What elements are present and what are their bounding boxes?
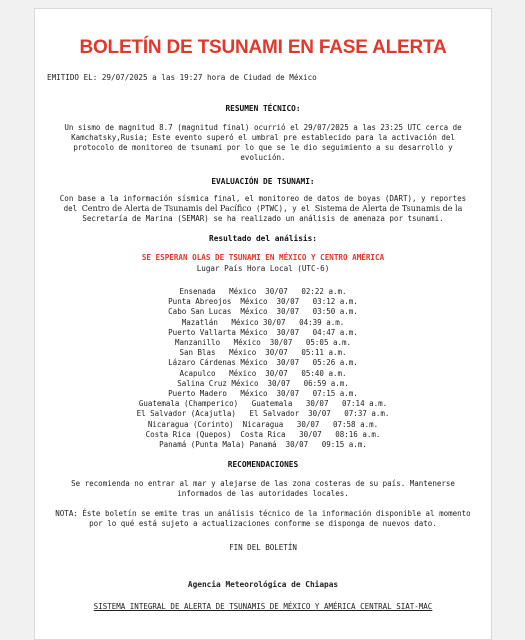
table-row: Guatemala (Champerico) Guatemala 30/07 07:14 a.m.: [138, 399, 388, 409]
bulletin-title: BOLETÍN DE TSUNAMI EN FASE ALERTA: [79, 37, 447, 58]
summary-text: [47, 123, 479, 163]
summary-line: evolución.: [240, 153, 286, 162]
table-row: San Blas México 30/07 05:11 a.m.: [179, 348, 347, 358]
table-row: Manzanillo México 30/07 05:05 a.m.: [174, 338, 352, 348]
recommendations-text: [47, 479, 479, 499]
result-heading: Resultado del análisis:: [209, 234, 317, 243]
note-line: por lo qué está sujeto a actualizaciones conforme se disponga de nuevos dato.: [89, 519, 437, 529]
table-row: Ensenada México 30/07 02:22 a.m.: [179, 287, 347, 296]
end-of-bulletin: FIN DEL BOLETÍN: [229, 543, 297, 553]
bulletin-page: [34, 8, 492, 640]
table-row: Puerto Vallarta México 30/07 04:47 a.m.: [168, 327, 358, 337]
evaluation-text-part: (PTWC), y el: [251, 204, 315, 213]
arrival-table-header: Lugar País Hora Local (UTC-6): [196, 264, 330, 273]
table-row: Nicaragua (Corinto) Nicaragua 30/07 07:58 a.m.: [147, 419, 379, 429]
recommendations-heading: RECOMENDACIONES: [227, 460, 299, 470]
table-row: Lázaro Cárdenas México 30/07 05:26 a.m.: [168, 358, 358, 368]
tsunami-alert-text: SE ESPERAN OLAS DE TSUNAMI EN MÉXICO Y CENTRO AMÉRICA: [141, 253, 385, 262]
summary-line: protocolo de monitoreo de tsunami por lo que se le dio seguimiento a su desarrollo y: [73, 143, 453, 152]
summary-line: Un sismo de magnitud 8.7 (magnitud final) ocurrió el 29/07/2025 a las 23:25 UTC cerca de: [64, 123, 462, 132]
note-line: NOTA: Éste boletín se emite tras un análisis técnico de la información disponible al momento: [55, 509, 471, 519]
table-row: Costa Rica (Quepos) Costa Rica 30/07 08:16 a.m.: [145, 429, 381, 439]
ptwc-name: Centro de Alerta de Tsunamis del Pacífico: [81, 204, 252, 213]
recommendation-line: Se recomienda no entrar al mar y alejarse de las zona costeras de su país. Mantenerse: [71, 479, 455, 489]
table-row: Acapulco México 30/07 05:40 a.m.: [179, 368, 347, 378]
system-link[interactable]: SISTEMA INTEGRAL DE ALERTA DE TSUNAMIS DE MÉXICO Y AMÉRICA CENTRAL SIAT-MAC: [93, 602, 433, 612]
table-row: El Salvador (Acajutla) El Salvador 30/07 07:37 a.m.: [136, 409, 390, 419]
arrival-table: [47, 287, 479, 450]
evaluation-line: Secretaría de Marina (SEMAR) se ha realizado un análisis de amenaza por tsunami.: [82, 214, 444, 223]
evaluation-text: [47, 194, 479, 224]
evaluation-line: [47, 204, 479, 214]
table-row: Panamá (Punta Mala) Panamá 30/07 09:15 a.m.: [159, 440, 367, 450]
table-row: Mazatlán México 30/07 04:39 a.m.: [181, 317, 345, 327]
table-row: Punta Abreojos México 30/07 03:12 a.m.: [168, 297, 358, 307]
recommendation-line: informados de las autoridades locales.: [177, 489, 349, 499]
table-row: Puerto Madero México 30/07 07:15 a.m.: [168, 389, 358, 399]
summary-line: Kamchatsky,Rusia; Este evento superó el umbral pre establecido para la activación del: [71, 133, 455, 142]
evaluation-heading: EVALUACIÓN DE TSUNAMI:: [211, 177, 315, 186]
tsunami-system-name: Sistema de Alerta de Tsunamis de la: [314, 204, 463, 213]
table-row: Salina Cruz México 30/07 06:59 a.m.: [177, 378, 349, 388]
agency-name: Agencia Meteorológica de Chiapas: [187, 580, 339, 590]
evaluation-text-part: del: [63, 204, 82, 213]
summary-heading: RESUMEN TÉCNICO:: [225, 104, 301, 113]
issued-line: EMITIDO EL: 29/07/2025 a las 19:27 hora de Ciudad de México: [47, 73, 317, 82]
note-text: [47, 509, 479, 529]
table-row: Cabo San Lucas México 30/07 03:50 a.m.: [168, 307, 358, 317]
evaluation-line: Con base a la información sísmica final, el monitoreo de datos de boyas (DART), y reportes: [59, 194, 467, 203]
